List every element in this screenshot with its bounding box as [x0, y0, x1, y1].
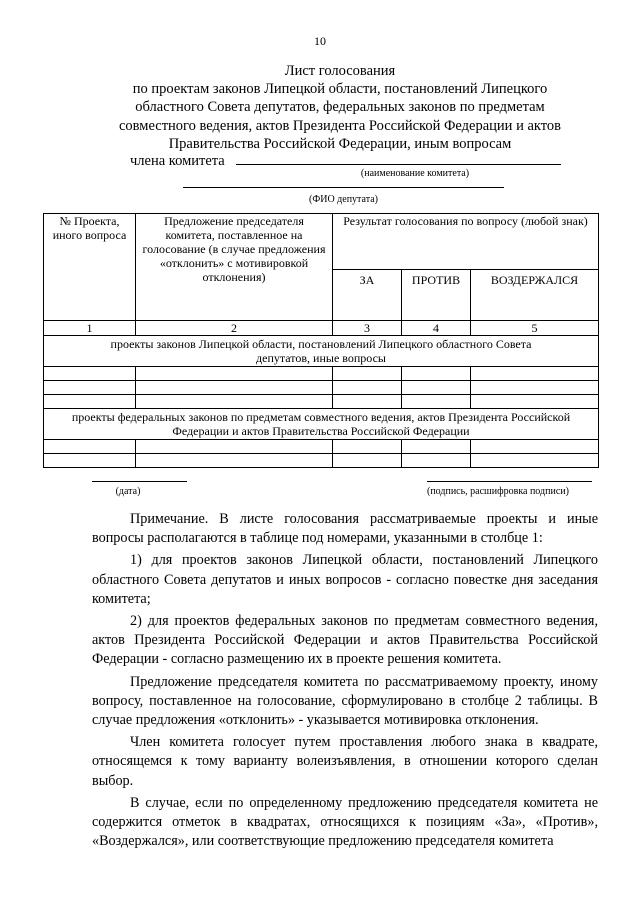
- date-caption: (дата): [115, 486, 141, 497]
- column-number: 4: [402, 321, 471, 336]
- date-field[interactable]: [92, 481, 187, 482]
- note-paragraph: 1) для проектов законов Липецкой области, постановлений Липецкого областного Совета депутатов и иных вопросов - согласно повестке дня заседания комитета;: [92, 552, 598, 607]
- table-row: [44, 381, 599, 395]
- deputy-name-field[interactable]: [183, 187, 504, 188]
- section-federal-projects: проекты федеральных законов по предметам совместного ведения, актов Президента Российской Федерации и актов Правительства Российской Федерации: [44, 409, 599, 440]
- column-numbers-row: [44, 321, 599, 336]
- title-line: Правительства Российской Федерации, иным вопросам: [168, 135, 512, 152]
- vote-abstain-box[interactable]: [471, 367, 599, 381]
- signature-field[interactable]: [427, 481, 592, 482]
- cell-project-number[interactable]: [44, 454, 136, 468]
- signature-caption: (подпись, расшифровка подписи): [427, 486, 569, 497]
- table-row: [44, 454, 599, 468]
- member-label: члена комитета: [130, 153, 225, 169]
- vote-for-box[interactable]: [333, 440, 402, 454]
- note-paragraph: 2) для проектов федеральных законов по предметам совместного ведения, актов Президента Российской Федерации и актов Правительства Российской Федерации - согласно размещению их в проекте решения комитета.: [92, 613, 598, 668]
- vote-abstain-box[interactable]: [471, 440, 599, 454]
- vote-against-box[interactable]: [402, 454, 471, 468]
- column-number: 1: [44, 321, 136, 336]
- vote-against-box[interactable]: [402, 381, 471, 395]
- cell-proposal[interactable]: [136, 367, 333, 381]
- cell-project-number[interactable]: [44, 367, 136, 381]
- page-number: 10: [314, 34, 326, 48]
- cell-project-number[interactable]: [44, 395, 136, 409]
- header-abstain: ВОЗДЕРЖАЛСЯ: [471, 270, 599, 321]
- vote-for-box[interactable]: [333, 395, 402, 409]
- header-voting-result: Результат голосования по вопросу (любой знак): [333, 214, 599, 270]
- title-line: Лист голосования: [284, 63, 396, 79]
- note-section: [92, 510, 598, 851]
- vote-against-box[interactable]: [402, 440, 471, 454]
- column-number: 3: [333, 321, 402, 336]
- cell-proposal[interactable]: [136, 395, 333, 409]
- header-project-number: № Проекта, иного вопроса: [44, 214, 136, 321]
- column-number: 2: [136, 321, 333, 336]
- cell-proposal[interactable]: [136, 381, 333, 395]
- vote-abstain-box[interactable]: [471, 395, 599, 409]
- vote-abstain-box[interactable]: [471, 381, 599, 395]
- cell-project-number[interactable]: [44, 381, 136, 395]
- note-paragraph: Член комитета голосует путем проставления любого знака в квадрате, относящемся к тому варианту волеизъявления, в отношении которого сделан выбор.: [92, 734, 598, 789]
- header-against: ПРОТИВ: [402, 270, 471, 321]
- title-line: по проектам законов Липецкой области, постановлений Липецкого: [132, 81, 548, 98]
- committee-name-field[interactable]: [236, 152, 561, 165]
- cell-project-number[interactable]: [44, 440, 136, 454]
- note-paragraph: Примечание. В листе голосования рассматриваемые проекты и иные вопросы располагаются в таблице под номерами, указанными в столбце 1:: [92, 511, 598, 547]
- vote-against-box[interactable]: [402, 395, 471, 409]
- vote-for-box[interactable]: [333, 367, 402, 381]
- cell-proposal[interactable]: [136, 440, 333, 454]
- vote-abstain-box[interactable]: [471, 454, 599, 468]
- note-paragraph: В случае, если по определенному предложению председателя комитета не содержится отметок в квадратах, относящихся к позициям «За», «Против», «Воздержался», или соответствующие предложению председателя комитета: [92, 794, 598, 850]
- table-row: [44, 395, 599, 409]
- voting-table: [43, 213, 599, 468]
- committee-caption: (наименование комитета): [360, 168, 470, 179]
- vote-against-box[interactable]: [402, 367, 471, 381]
- vote-for-box[interactable]: [333, 381, 402, 395]
- note-paragraph: Предложение председателя комитета по рассматриваемому проекту, иному вопросу, поставленное на голосование, сформулировано в столбце 2 таблицы. В случае предложения «отклонить» - указывается мотивировка отклонения.: [92, 673, 598, 729]
- table-row: [44, 367, 599, 381]
- column-number: 5: [471, 321, 599, 336]
- title-line: совместного ведения, актов Президента Российской Федерации и актов: [119, 117, 561, 134]
- title-line: областного Совета депутатов, федеральных законов по предметам: [135, 99, 545, 116]
- document-title: [90, 62, 590, 153]
- header-for: ЗА: [333, 270, 402, 321]
- deputy-caption: (ФИО депутата): [309, 194, 378, 205]
- cell-proposal[interactable]: [136, 454, 333, 468]
- section-regional-projects: проекты законов Липецкой области, постановлений Липецкого областного Совета депутатов, иные вопросы: [44, 336, 599, 367]
- table-row: [44, 440, 599, 454]
- header-chairman-proposal: Предложение председателя комитета, поставленное на голосование (в случае предложения «отклонить» с мотивировкой отклонения): [136, 214, 333, 321]
- vote-for-box[interactable]: [333, 454, 402, 468]
